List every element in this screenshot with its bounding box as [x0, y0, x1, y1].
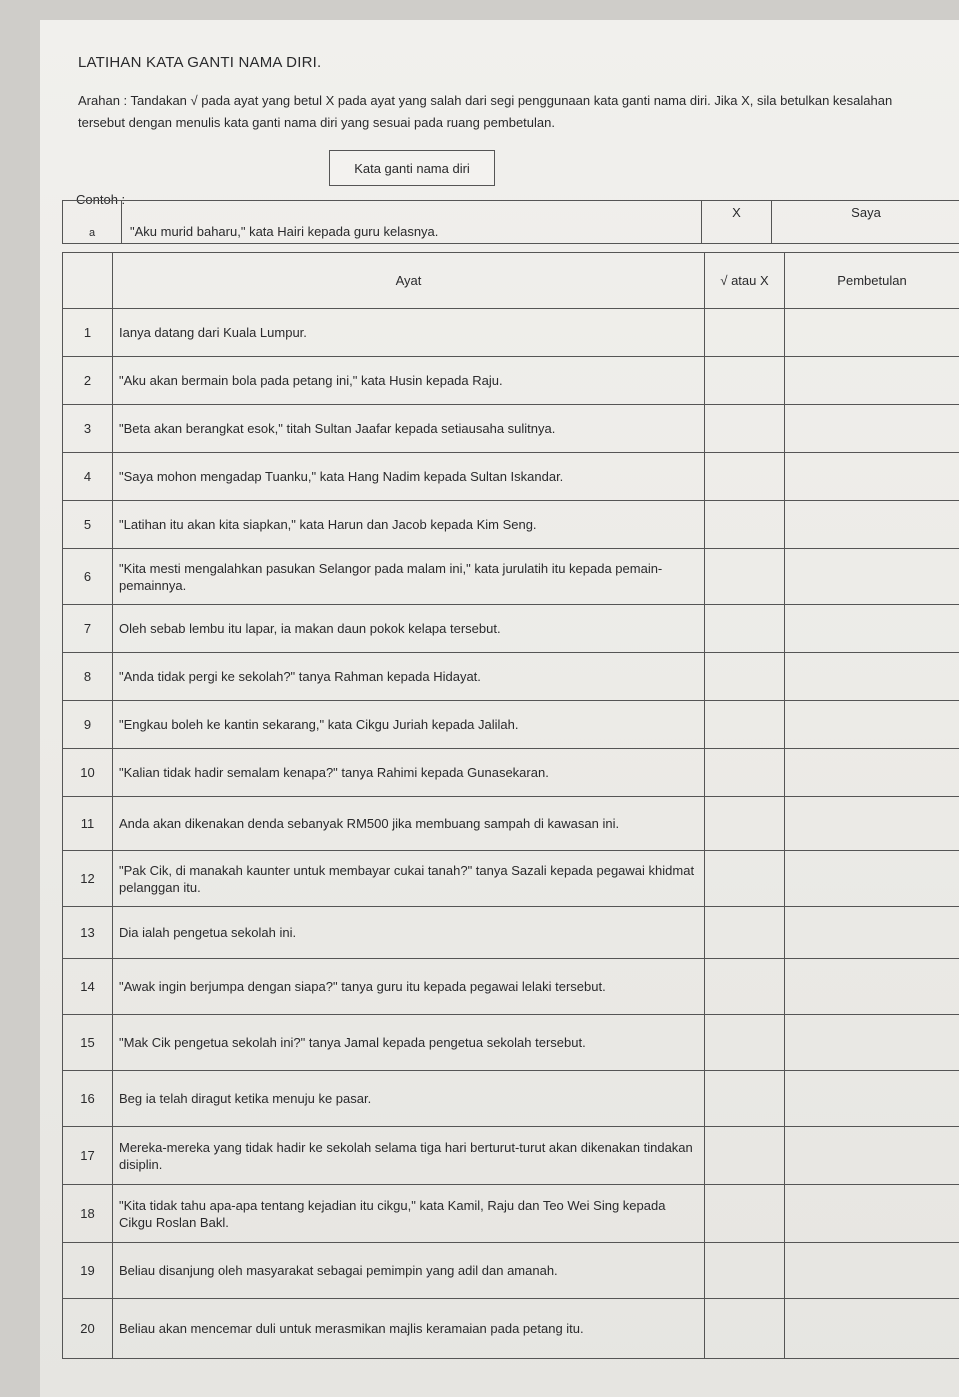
row-correction-cell[interactable]	[785, 309, 959, 357]
table-row	[63, 797, 959, 851]
row-correction-cell[interactable]	[785, 549, 959, 605]
row-mark-cell[interactable]	[705, 309, 785, 357]
table-row	[63, 1299, 959, 1359]
row-mark-cell[interactable]	[705, 851, 785, 907]
row-correction-cell[interactable]	[785, 701, 959, 749]
row-number: 10	[63, 749, 113, 797]
row-correction-cell[interactable]	[785, 605, 959, 653]
row-mark-cell[interactable]	[705, 797, 785, 851]
row-number: 19	[63, 1243, 113, 1299]
row-number: 15	[63, 1015, 113, 1071]
row-mark-cell[interactable]	[705, 1071, 785, 1127]
row-mark-cell[interactable]	[705, 1015, 785, 1071]
example-correction: Saya	[771, 201, 959, 243]
row-number: 17	[63, 1127, 113, 1185]
row-correction-cell[interactable]	[785, 1127, 959, 1185]
row-mark-cell[interactable]	[705, 1185, 785, 1243]
row-correction-cell[interactable]	[785, 501, 959, 549]
row-correction-cell[interactable]	[785, 357, 959, 405]
row-sentence: "Latihan itu akan kita siapkan," kata Harun dan Jacob kepada Kim Seng.	[113, 501, 705, 549]
table-row	[63, 1243, 959, 1299]
row-number: 7	[63, 605, 113, 653]
row-number: 2	[63, 357, 113, 405]
row-number: 16	[63, 1071, 113, 1127]
row-sentence: Beg ia telah diragut ketika menuju ke pasar.	[113, 1071, 705, 1127]
table-row	[63, 851, 959, 907]
example-number: a	[88, 227, 96, 239]
row-mark-cell[interactable]	[705, 405, 785, 453]
row-sentence: Oleh sebab lembu itu lapar, ia makan daun pokok kelapa tersebut.	[113, 605, 705, 653]
table-row	[63, 1071, 959, 1127]
table-row	[63, 1185, 959, 1243]
row-correction-cell[interactable]	[785, 1185, 959, 1243]
table-row	[63, 959, 959, 1015]
row-sentence: "Engkau boleh ke kantin sekarang," kata Cikgu Juriah kepada Jalilah.	[113, 701, 705, 749]
table-row	[63, 605, 959, 653]
row-mark-cell[interactable]	[705, 1127, 785, 1185]
worksheet-title: LATIHAN KATA GANTI NAMA DIRI.	[78, 54, 322, 71]
row-mark-cell[interactable]	[705, 549, 785, 605]
row-correction-cell[interactable]	[785, 851, 959, 907]
row-correction-cell[interactable]	[785, 453, 959, 501]
row-number: 18	[63, 1185, 113, 1243]
table-row	[63, 1015, 959, 1071]
row-mark-cell[interactable]	[705, 605, 785, 653]
example-row	[62, 200, 959, 244]
row-sentence: "Kita tidak tahu apa-apa tentang kejadian itu cikgu," kata Kamil, Raju dan Teo Wei Sing kepada Cikgu Roslan Bakl.	[113, 1185, 705, 1243]
row-correction-cell[interactable]	[785, 653, 959, 701]
row-number: 8	[63, 653, 113, 701]
row-sentence: "Anda tidak pergi ke sekolah?" tanya Rahman kepada Hidayat.	[113, 653, 705, 701]
header-ayat: Ayat	[113, 253, 705, 309]
row-number: 1	[63, 309, 113, 357]
row-number: 14	[63, 959, 113, 1015]
row-sentence: Dia ialah pengetua sekolah ini.	[113, 907, 705, 959]
row-correction-cell[interactable]	[785, 1243, 959, 1299]
row-mark-cell[interactable]	[705, 1299, 785, 1359]
row-number: 13	[63, 907, 113, 959]
row-number: 4	[63, 453, 113, 501]
row-sentence: "Saya mohon mengadap Tuanku," kata Hang Nadim kepada Sultan Iskandar.	[113, 453, 705, 501]
row-number: 12	[63, 851, 113, 907]
header-mark: √ atau X	[705, 253, 785, 309]
row-number: 6	[63, 549, 113, 605]
row-sentence: "Mak Cik pengetua sekolah ini?" tanya Jamal kepada pengetua sekolah tersebut.	[113, 1015, 705, 1071]
row-correction-cell[interactable]	[785, 1299, 959, 1359]
table-row	[63, 653, 959, 701]
row-sentence: Beliau disanjung oleh masyarakat sebagai pemimpin yang adil dan amanah.	[113, 1243, 705, 1299]
table-row	[63, 405, 959, 453]
table-header-row	[63, 253, 959, 309]
table-row	[63, 549, 959, 605]
row-correction-cell[interactable]	[785, 1071, 959, 1127]
row-number: 5	[63, 501, 113, 549]
row-mark-cell[interactable]	[705, 1243, 785, 1299]
worksheet-page	[40, 20, 959, 1397]
kata-ganti-label-box	[329, 150, 495, 186]
header-number	[63, 253, 113, 309]
kata-ganti-label: Kata ganti nama diri	[354, 160, 470, 176]
table-row	[63, 501, 959, 549]
table-row	[63, 749, 959, 797]
row-sentence: Mereka-mereka yang tidak hadir ke sekolah selama tiga hari berturut-turut akan dikenakan tindakan disiplin.	[113, 1127, 705, 1185]
example-sentence: "Aku murid baharu," kata Hairi kepada guru kelasnya.	[121, 201, 701, 243]
row-sentence: "Beta akan berangkat esok," titah Sultan Jaafar kepada setiausaha sulitnya.	[113, 405, 705, 453]
row-correction-cell[interactable]	[785, 907, 959, 959]
row-correction-cell[interactable]	[785, 797, 959, 851]
table-row	[63, 1127, 959, 1185]
row-number: 3	[63, 405, 113, 453]
row-mark-cell[interactable]	[705, 453, 785, 501]
row-number: 9	[63, 701, 113, 749]
instruction-text: Arahan : Tandakan √ pada ayat yang betul X pada ayat yang salah dari segi penggunaan kata ganti nama diri. Jika X, sila betulkan kesalahan tersebut dengan menulis kata ganti nama diri yang sesuai pada ruang pembetulan.	[78, 93, 893, 130]
row-mark-cell[interactable]	[705, 701, 785, 749]
row-mark-cell[interactable]	[705, 501, 785, 549]
table-row	[63, 701, 959, 749]
table-row	[63, 309, 959, 357]
row-mark-cell[interactable]	[705, 749, 785, 797]
row-sentence: Anda akan dikenakan denda sebanyak RM500 jika membuang sampah di kawasan ini.	[113, 797, 705, 851]
row-sentence: Beliau akan mencemar duli untuk merasmikan majlis keramaian pada petang itu.	[113, 1299, 705, 1359]
row-sentence: "Aku akan bermain bola pada petang ini," kata Husin kepada Raju.	[113, 357, 705, 405]
row-number: 20	[63, 1299, 113, 1359]
exercise-table	[62, 252, 959, 1359]
row-mark-cell[interactable]	[705, 959, 785, 1015]
row-number: 11	[63, 797, 113, 851]
row-correction-cell[interactable]	[785, 1015, 959, 1071]
table-row	[63, 907, 959, 959]
row-sentence: "Pak Cik, di manakah kaunter untuk membayar cukai tanah?" tanya Sazali kepada pegawai khidmat pelanggan itu.	[113, 851, 705, 907]
table-row	[63, 453, 959, 501]
example-label: Contoh :	[76, 192, 126, 207]
header-correction: Pembetulan	[785, 253, 959, 309]
example-mark: X	[701, 201, 771, 243]
row-correction-cell[interactable]	[785, 405, 959, 453]
row-mark-cell[interactable]	[705, 357, 785, 405]
row-sentence: "Awak ingin berjumpa dengan siapa?" tanya guru itu kepada pegawai lelaki tersebut.	[113, 959, 705, 1015]
table-row	[63, 357, 959, 405]
row-sentence: "Kalian tidak hadir semalam kenapa?" tanya Rahimi kepada Gunasekaran.	[113, 749, 705, 797]
row-correction-cell[interactable]	[785, 959, 959, 1015]
row-correction-cell[interactable]	[785, 749, 959, 797]
row-mark-cell[interactable]	[705, 907, 785, 959]
row-sentence: "Kita mesti mengalahkan pasukan Selangor pada malam ini," kata jurulatih itu kepada pemain-pemainnya.	[113, 549, 705, 605]
row-mark-cell[interactable]	[705, 653, 785, 701]
row-sentence: Ianya datang dari Kuala Lumpur.	[113, 309, 705, 357]
